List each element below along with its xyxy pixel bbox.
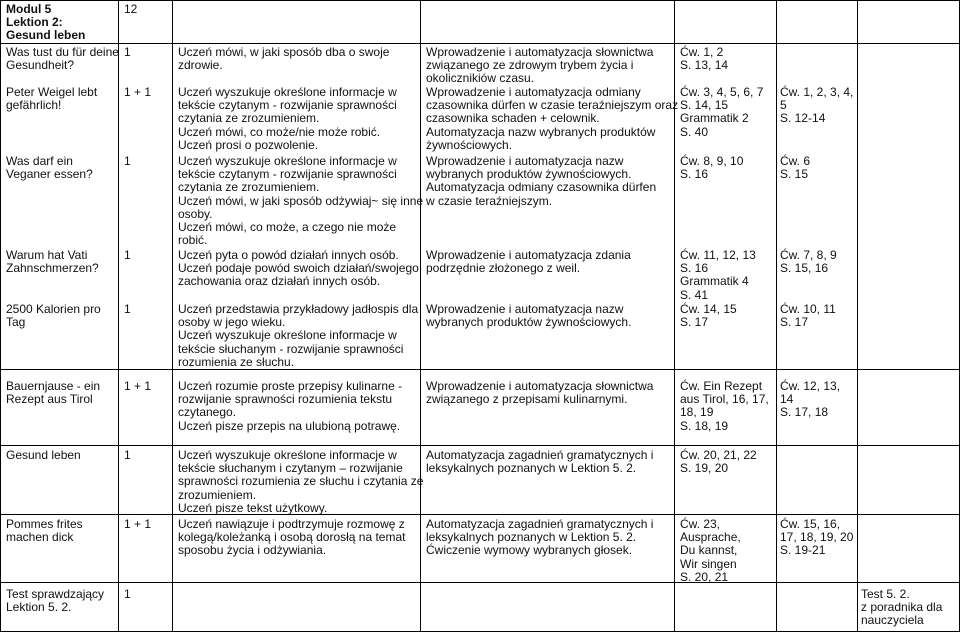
cell-line: Was darf ein — [6, 154, 73, 168]
cell-line: Ćw. 15, 16, — [780, 517, 841, 531]
cell-line: tekście słuchanym i czytanym – rozwijanie — [178, 461, 403, 476]
hours-cell — [124, 155, 131, 168]
exercises-book-cell — [680, 249, 756, 302]
hours-cell — [124, 518, 151, 531]
goals-cell — [178, 303, 418, 369]
cell-line: Ćw. 6 — [780, 154, 811, 168]
cell-line: S. 19-21 — [780, 543, 826, 558]
cell-line: gefährlich! — [6, 98, 62, 113]
cell-line: wybranych produktów żywnościowych. — [426, 315, 632, 330]
cell-line: Ćw. 10, 11 — [780, 302, 836, 316]
cell-line: tekście słuchanym - rozwijanie sprawności — [178, 341, 404, 356]
goals-cell — [178, 86, 397, 152]
cell-line: zrozumieniem. — [178, 487, 257, 502]
exercises-book-cell — [680, 518, 741, 584]
topic-cell — [6, 303, 101, 329]
cell-line: S. 14, 15 — [680, 98, 729, 113]
cell-line: czasownika dürfen w czasie teraźniejszym oraz — [426, 98, 679, 113]
content-cell — [426, 449, 653, 475]
topic-cell — [6, 518, 83, 544]
cell-line: leksykalnych poznanych w Lektion 5. 2. — [426, 461, 637, 476]
cell-line: czasownika schaden + celownik. — [426, 111, 600, 126]
exercises-book-cell — [680, 303, 737, 329]
cell-line: wybranych produktów żywnościowych. — [426, 167, 632, 182]
exercises-book-cell — [680, 155, 743, 181]
cell-line: Ćw. 3, 4, 5, 6, 7 — [680, 85, 764, 99]
cell-line: S. 16 — [680, 261, 709, 276]
cell-line: rozumienia ze słuchu. — [178, 354, 295, 369]
cell-line: 1 — [124, 248, 131, 262]
cell-line: rozwijanie sprawności rozumienia tekstu — [178, 392, 393, 407]
row-divider — [0, 445, 960, 446]
cell-line: Grammatik 4 — [680, 274, 749, 289]
cell-line: Ćw. Ein Rezept — [680, 379, 763, 393]
module-title-line: Gesund leben — [6, 28, 86, 43]
cell-line: Ćw. 1, 2 — [680, 45, 724, 59]
cell-line: 1 — [124, 45, 131, 59]
cell-line: Ćw. 14, 15 — [680, 302, 737, 316]
total-hours: 12 — [124, 2, 138, 16]
teacher-guide-cell — [861, 588, 942, 628]
cell-line: Gesundheit? — [6, 58, 75, 73]
row-divider — [0, 0, 960, 1]
cell-line: 1 — [124, 302, 131, 316]
cell-line: związanego z przepisami kulinarnymi. — [426, 392, 628, 407]
cell-line: S. 40 — [680, 124, 709, 139]
row-divider — [0, 369, 960, 370]
cell-line: S. 41 — [680, 287, 709, 302]
cell-line: Lektion 5. 2. — [6, 600, 72, 615]
cell-line: Zahnschmerzen? — [6, 261, 99, 276]
exercises-workbook-cell — [780, 249, 837, 275]
content-cell — [426, 86, 678, 152]
table-border — [0, 0, 1, 632]
cell-line: czytania ze zrozumieniem. — [178, 111, 320, 126]
exercises-workbook-cell — [780, 303, 836, 329]
cell-line: osoby w jego wieku. — [178, 315, 286, 330]
content-cell — [426, 155, 656, 208]
topic-cell — [6, 449, 81, 462]
cell-line: czytanego. — [178, 405, 237, 420]
cell-line: Ćw. 7, 8, 9 — [780, 248, 837, 262]
exercises-workbook-cell — [780, 380, 840, 420]
cell-line: sposobu życia i odżywiania. — [178, 543, 327, 558]
exercises-workbook-cell — [780, 86, 853, 126]
column-divider — [776, 0, 777, 632]
cell-line: Uczeń przedstawia przykładowy jadłospis dla — [178, 302, 419, 316]
row-divider — [0, 514, 960, 515]
exercises-workbook-cell — [780, 155, 810, 181]
cell-line: Warum hat Vati — [6, 248, 88, 262]
cell-line: S. 18, 19 — [680, 418, 729, 433]
module-title-line: Lektion 2: — [6, 15, 63, 30]
cell-line: 5 — [780, 98, 787, 113]
cell-line: S. 19, 20 — [680, 461, 729, 476]
cell-line: leksykalnych poznanych w Lektion 5. 2. — [426, 530, 637, 545]
goals-cell — [178, 249, 419, 289]
cell-line: Uczeń mówi, co może/nie może robić. — [178, 124, 381, 139]
cell-line: S. 16 — [680, 167, 709, 182]
cell-line: z poradnika dla — [861, 600, 943, 615]
cell-line: Uczeń pyta o powód działań innych osób. — [178, 248, 399, 262]
cell-line: Uczeń podaje powód swoich działań/swojego — [178, 261, 419, 276]
cell-line: 2500 Kalorien pro — [6, 302, 101, 316]
cell-line: Ćw. 8, 9, 10 — [680, 154, 744, 168]
goals-cell — [178, 380, 402, 433]
cell-line: S. 12-14 — [780, 111, 826, 126]
goals-cell — [178, 449, 423, 515]
row-divider — [0, 43, 960, 44]
cell-line: 17, 18, 19, 20 — [780, 530, 854, 545]
cell-line: Automatyzacja odmiany czasownika dürfen — [426, 180, 657, 195]
module-title-line: Modul 5 — [6, 2, 52, 16]
cell-line: machen dick — [6, 530, 74, 545]
exercises-workbook-cell — [780, 518, 853, 558]
cell-line: Wprowadzenie i automatyzacja słownictwa — [426, 45, 654, 59]
cell-line: Uczeń wyszukuje określone informacje w — [178, 154, 397, 168]
cell-line: S. 17 — [680, 315, 709, 330]
cell-line: nauczyciela — [861, 613, 924, 628]
topic-cell — [6, 249, 99, 275]
column-divider — [172, 0, 173, 632]
cell-line: osoby. — [178, 206, 213, 221]
cell-line: Rezept aus Tirol — [6, 392, 93, 407]
cell-line: S. 15, 16 — [780, 261, 829, 276]
cell-line: S. 20, 21 — [680, 569, 729, 584]
hours-cell — [124, 86, 151, 99]
exercises-book-cell — [680, 86, 763, 139]
cell-line: Ausprache, — [680, 530, 741, 545]
cell-line: 14 — [780, 392, 794, 407]
exercises-book-cell — [680, 46, 728, 72]
column-divider — [420, 0, 421, 632]
cell-line: 1 — [124, 154, 131, 168]
cell-line: Pommes frites — [6, 517, 83, 531]
cell-line: czytania ze zrozumieniem. — [178, 180, 320, 195]
cell-line: kolegą/koleżanką i osobą dorosłą na temat — [178, 530, 406, 545]
cell-line: okolicznikiów czasu. — [426, 71, 535, 86]
goals-cell — [178, 46, 389, 72]
cell-line: tekście czytanym - rozwijanie sprawności — [178, 98, 397, 113]
hours-cell — [124, 449, 131, 462]
cell-line: Bauernjause - ein — [6, 379, 101, 393]
cell-line: 1 + 1 — [124, 517, 152, 531]
hours-cell — [124, 380, 151, 393]
topic-cell — [6, 588, 104, 614]
cell-line: Uczeń mówi, w jaki sposób dba o swoje — [178, 45, 390, 59]
content-cell — [426, 46, 653, 86]
cell-line: Uczeń wyszukuje określone informacje w — [178, 85, 397, 99]
cell-line: S. 17 — [780, 315, 809, 330]
content-cell — [426, 518, 653, 558]
cell-line: Uczeń nawiązuje i podtrzymuje rozmowę z — [178, 517, 405, 531]
cell-line: S. 17, 18 — [780, 405, 829, 420]
cell-line: tekście czytanym - rozwijanie sprawności — [178, 167, 397, 182]
cell-line: Ćw. 20, 21, 22 — [680, 448, 757, 462]
cell-line: Was tust du für deine — [6, 45, 119, 59]
cell-line: Automatyzacja nazw wybranych produktów — [426, 124, 656, 139]
hours-cell — [124, 249, 131, 262]
cell-line: Ćw. 12, 13, — [780, 379, 841, 393]
cell-line: aus Tirol, 16, 17, — [680, 392, 769, 407]
cell-line: Ćw. 23, — [680, 517, 721, 531]
column-divider — [857, 0, 858, 632]
content-cell — [426, 303, 631, 329]
cell-line: Uczeń mówi, w jaki sposób odżywiaj~ się inne — [178, 193, 424, 208]
content-cell — [426, 249, 631, 275]
cell-line: Du kannst, — [680, 543, 738, 558]
cell-line: Uczeń mówi, co może, a czego nie może — [178, 220, 397, 235]
column-divider — [118, 0, 119, 632]
cell-line: Automatyzacja zagadnień gramatycznych i — [426, 448, 654, 462]
cell-line: w czasie teraźniejszym. — [426, 193, 553, 208]
topic-cell — [6, 380, 100, 406]
cell-line: żywnościowych. — [426, 137, 513, 152]
cell-line: Tag — [6, 315, 26, 330]
topic-cell — [6, 155, 93, 181]
topic-cell — [6, 86, 97, 112]
cell-line: Peter Weigel lebt — [6, 85, 98, 99]
cell-line: Wprowadzenie i automatyzacja słownictwa — [426, 379, 654, 393]
cell-line: Uczeń rozumie proste przepisy kulinarne - — [178, 379, 403, 393]
cell-line: Wprowadzenie i automatyzacja nazw — [426, 302, 624, 316]
cell-line: Ćwiczenie wymowy wybranych głosek. — [426, 543, 633, 558]
cell-line: Wir singen — [680, 556, 737, 571]
cell-line: zachowania oraz działań innych osób. — [178, 274, 381, 289]
cell-line: Ćw. 1, 2, 3, 4, — [780, 85, 854, 99]
cell-line: robić. — [178, 233, 208, 248]
module-title — [6, 3, 85, 43]
hours-cell — [124, 303, 131, 316]
cell-line: Uczeń wyszukuje określone informacje w — [178, 328, 397, 343]
cell-line: Uczeń wyszukuje określone informacje w — [178, 448, 397, 462]
exercises-book-cell — [680, 449, 757, 475]
cell-line: S. 13, 14 — [680, 58, 729, 73]
exercises-book-cell — [680, 380, 769, 433]
goals-cell — [178, 155, 423, 247]
hours-cell — [124, 588, 131, 601]
cell-line: Ćw. 11, 12, 13 — [680, 248, 756, 262]
cell-line: Veganer essen? — [6, 167, 93, 182]
cell-line: Grammatik 2 — [680, 111, 749, 126]
hours-cell — [124, 46, 131, 59]
cell-line: Gesund leben — [6, 448, 81, 462]
cell-line: Uczeń prosi o pozwolenie. — [178, 137, 319, 152]
cell-line: S. 15 — [780, 167, 809, 182]
cell-line: zdrowie. — [178, 58, 223, 73]
cell-line: 1 + 1 — [124, 85, 152, 99]
cell-line: sprawności rozumienia ze słuchu i czytania ze — [178, 474, 424, 489]
content-cell — [426, 380, 653, 406]
cell-line: Wprowadzenie i automatyzacja nazw — [426, 154, 624, 168]
cell-line: Test sprawdzający — [6, 587, 105, 601]
cell-line: 18, 19 — [680, 405, 714, 420]
goals-cell — [178, 518, 405, 558]
row-divider — [0, 582, 960, 583]
cell-line: związanego ze zdrowym trybem życia i — [426, 58, 634, 73]
cell-line: Wprowadzenie i automatyzacja zdania — [426, 248, 631, 262]
cell-line: Automatyzacja zagadnień gramatycznych i — [426, 517, 654, 531]
cell-line: Uczeń pisze tekst użytkowy. — [178, 500, 328, 515]
cell-line: 1 — [124, 587, 131, 601]
cell-line: 1 + 1 — [124, 379, 152, 393]
cell-line: 1 — [124, 448, 131, 462]
cell-line: Wprowadzenie i automatyzacja odmiany — [426, 85, 641, 99]
topic-cell — [6, 46, 119, 72]
cell-line: Test 5. 2. — [861, 587, 910, 601]
cell-line: podrzędnie złożonego z weil. — [426, 261, 581, 276]
cell-line: Uczeń pisze przepis na ulubioną potrawę. — [178, 418, 401, 433]
